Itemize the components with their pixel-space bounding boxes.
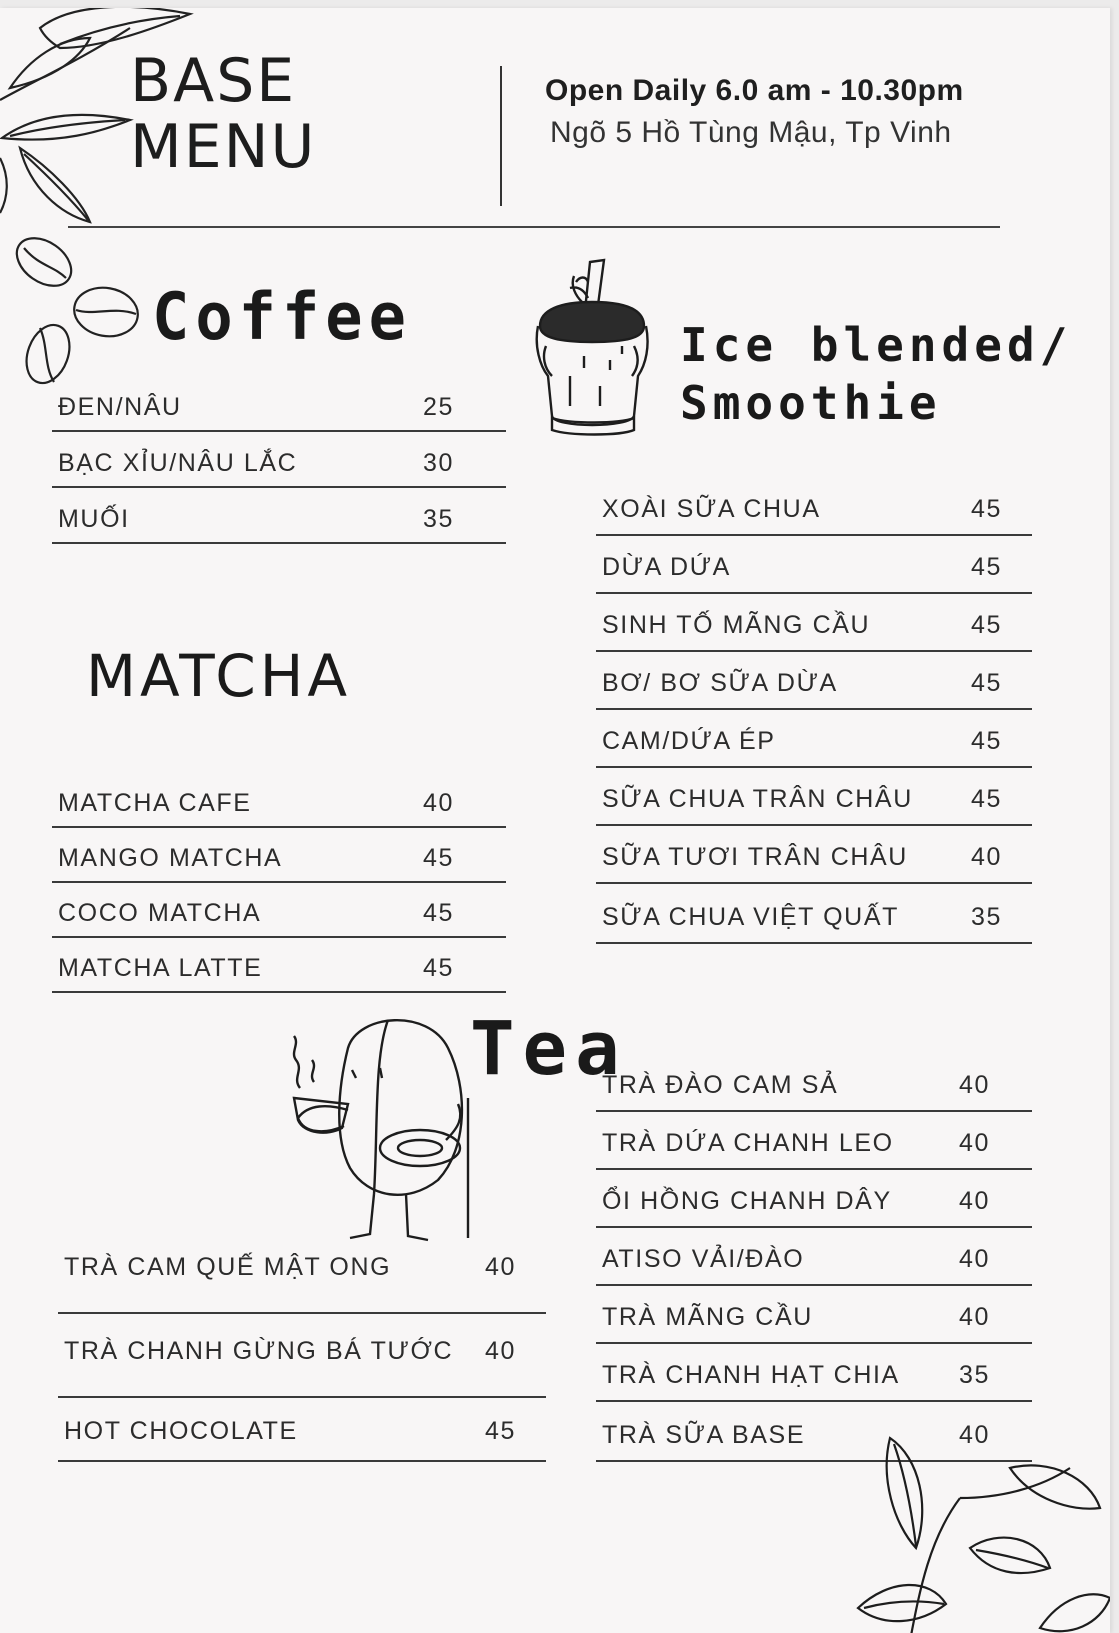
item-price: 45 xyxy=(970,669,1002,697)
item-name: TRÀ CHANH GỪNG BÁ TƯỚC xyxy=(64,1337,454,1365)
item-price: 45 xyxy=(422,844,454,872)
menu-item xyxy=(596,826,1032,884)
menu-item xyxy=(596,1170,1032,1228)
item-price: 35 xyxy=(422,505,454,533)
item-price: 45 xyxy=(422,954,454,982)
item-price: 35 xyxy=(958,1361,990,1389)
ice-title-line1: Ice blended/ xyxy=(680,318,1073,372)
menu-page xyxy=(0,8,1110,1633)
item-price: 40 xyxy=(422,789,454,817)
menu-item xyxy=(52,828,506,883)
item-name: COCO MATCHA xyxy=(58,899,262,927)
ice-title-line2: Smoothie xyxy=(680,376,942,430)
item-name: SỮA CHUA VIỆT QUẤT xyxy=(602,903,899,931)
item-price: 40 xyxy=(958,1187,990,1215)
item-name: TRÀ CAM QUẾ MẬT ONG xyxy=(64,1253,392,1281)
coffee-beans-icon xyxy=(14,236,144,386)
item-price: 40 xyxy=(958,1245,990,1273)
menu-item xyxy=(596,1344,1032,1402)
address: Ngõ 5 Hồ Tùng Mậu, Tp Vinh xyxy=(550,116,952,149)
menu-item xyxy=(58,1228,546,1314)
item-price: 45 xyxy=(970,611,1002,639)
opening-hours: Open Daily 6.0 am - 10.30pm xyxy=(545,74,964,107)
menu-item xyxy=(596,884,1032,944)
item-price: 45 xyxy=(422,899,454,927)
item-price: 45 xyxy=(484,1417,516,1445)
item-price: 35 xyxy=(970,903,1002,931)
item-price: 45 xyxy=(970,727,1002,755)
menu-item xyxy=(596,1054,1032,1112)
item-name: CAM/DỨA ÉP xyxy=(602,727,776,755)
item-name: ATISO VẢI/ĐÀO xyxy=(602,1245,805,1273)
item-name: SỮA CHUA TRÂN CHÂU xyxy=(602,785,913,813)
brand-line2: MENU xyxy=(130,112,317,182)
coffee-bean-character-icon xyxy=(278,1008,488,1248)
item-price: 30 xyxy=(422,449,454,477)
item-name: ĐEN/NÂU xyxy=(58,393,182,421)
item-name: DỪA DỨA xyxy=(602,553,731,581)
item-name: SINH TỐ MÃNG CẦU xyxy=(602,611,871,639)
leaf-branch-icon xyxy=(850,1428,1110,1633)
item-price: 40 xyxy=(484,1253,516,1281)
item-name: HOT CHOCOLATE xyxy=(64,1417,298,1445)
menu-item xyxy=(596,768,1032,826)
menu-item xyxy=(596,478,1032,536)
menu-item xyxy=(596,536,1032,594)
item-name: MATCHA LATTE xyxy=(58,954,263,982)
item-name: TRÀ ĐÀO CAM SẢ xyxy=(602,1071,839,1099)
menu-item xyxy=(58,1398,546,1462)
section-title-matcha: MATCHA xyxy=(86,642,352,710)
menu-item xyxy=(52,772,506,828)
item-name: BẠC XỈU/NÂU LẮC xyxy=(58,449,298,477)
item-name: MANGO MATCHA xyxy=(58,844,283,872)
menu-item xyxy=(52,938,506,993)
section-title-ice-blended xyxy=(680,316,1072,432)
item-price: 40 xyxy=(958,1071,990,1099)
item-name: TRÀ MÃNG CẦU xyxy=(602,1303,813,1331)
menu-item xyxy=(52,432,506,488)
item-name: MATCHA CAFE xyxy=(58,789,252,817)
brand-logo xyxy=(130,48,316,180)
item-name: TRÀ CHANH HẠT CHIA xyxy=(602,1361,900,1389)
brand-line1: BASE xyxy=(130,46,297,116)
section-title-tea: Tea xyxy=(470,1006,628,1092)
item-price: 25 xyxy=(422,393,454,421)
item-name: TRÀ DỨA CHANH LEO xyxy=(602,1129,894,1157)
menu-item xyxy=(596,1228,1032,1286)
menu-item xyxy=(52,883,506,938)
menu-item xyxy=(596,710,1032,768)
item-price: 40 xyxy=(958,1129,990,1157)
menu-item xyxy=(52,488,506,544)
item-price: 45 xyxy=(970,785,1002,813)
item-price: 40 xyxy=(970,843,1002,871)
item-name: SỮA TƯƠI TRÂN CHÂU xyxy=(602,843,908,871)
item-name: XOÀI SỮA CHUA xyxy=(602,495,821,523)
item-price: 40 xyxy=(958,1303,990,1331)
menu-item xyxy=(58,1314,546,1398)
item-name: BƠ/ BƠ SỮA DỪA xyxy=(602,669,838,697)
menu-item xyxy=(596,1286,1032,1344)
item-name: ỔI HỒNG CHANH DÂY xyxy=(602,1187,892,1215)
menu-item xyxy=(596,652,1032,710)
smoothie-cup-icon xyxy=(530,256,660,436)
item-price: 45 xyxy=(970,495,1002,523)
menu-item xyxy=(596,594,1032,652)
item-price: 40 xyxy=(958,1421,990,1449)
menu-item xyxy=(596,1112,1032,1170)
section-title-coffee: Coffee xyxy=(152,278,412,355)
item-name: MUỐI xyxy=(58,505,130,533)
item-name: TRÀ SỮA BASE xyxy=(602,1421,806,1449)
menu-item xyxy=(52,372,506,432)
item-price: 45 xyxy=(970,553,1002,581)
header-divider-vertical xyxy=(500,66,502,206)
item-price: 40 xyxy=(484,1337,516,1365)
header-divider xyxy=(68,226,1000,228)
